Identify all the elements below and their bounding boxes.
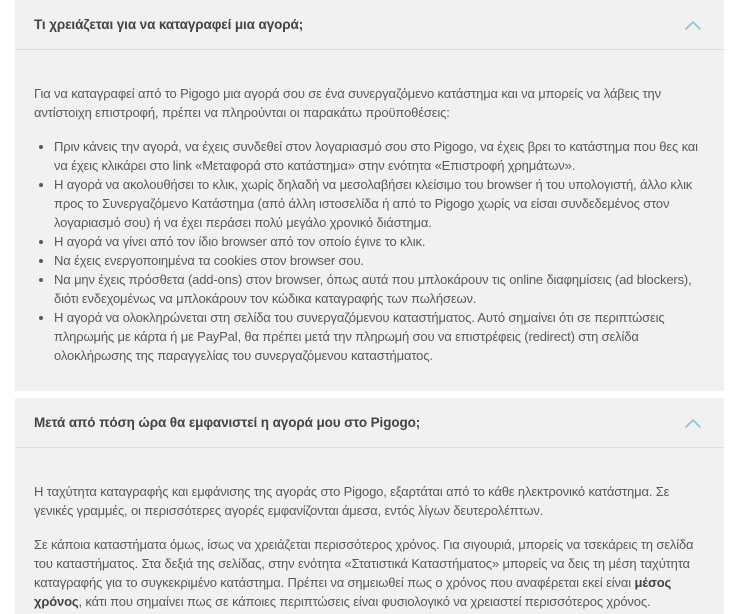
faq-header[interactable] — [15, 398, 724, 448]
list-item: • Να μην έχεις πρόσθετα (add-ons) στον browser, όπως αυτά που μπλοκάρουν τις online διαφημίσεις (ad blockers), διότι ενδεχομένως να μπλοκάρουν τον κώδικα καταγραφής των πωλήσεων. — [54, 270, 703, 308]
faq-answer — [15, 50, 724, 365]
emphasis-text: μέσος χρόνος — [34, 575, 672, 609]
list-item: • Πριν κάνεις την αγορά, να έχεις συνδεθεί στον λογαριασμό σου στο Pigogo, να έχεις βρει το κατάστημα που θες και να έχεις κλικάρει στο link «Μεταφορά στο κατάστημα» στην ενότητα «Επιστροφή χρημάτων». — [54, 137, 703, 175]
faq-question: Μετά από πόση ώρα θα εμφανιστεί η αγορά μου στο Pigogo; — [34, 415, 421, 430]
list-item: • Η αγορά να ολοκληρώνεται στη σελίδα του συνεργαζόμενου καταστήματος. Αυτό σημαίνει ότι σε περιπτώσεις πληρωμής με κάρτα ή με PayPal, θα πρέπει μετά την πληρωμή σου να επιστρέφεις (redirect) στη σελίδα ολοκλήρωσης της παραγγελίας του συνεργαζόμενου καταστήματος. — [54, 308, 703, 365]
list-item: • Η αγορά να ακολουθήσει το κλικ, χωρίς δηλαδή να μεσολαβήσει κλείσιμο του browser ή του υπολογιστή, άλλο κλικ προς το Συνεργαζόμενο Κατάστημα (από άλλη ιστοσελίδα ή από το Pigogo χωρίς να είσαι συνδεδεμένος στον λογαριασμό σου) ή να έχει περάσει πολύ μεγάλο χρονικό διάστημα. — [54, 175, 703, 232]
faq-question: Τι χρειάζεται για να καταγραφεί μια αγορά; — [34, 17, 304, 32]
answer-paragraph — [34, 535, 703, 611]
faq-item-recording-requirements — [15, 0, 724, 391]
paragraph-text: , κάτι που σημαίνει πως σε κάποιες περιπτώσεις είναι φυσιολογικό να χρειαστεί περισσότερος χρόνος. — [78, 594, 651, 609]
answer-paragraph: Η ταχύτητα καταγραφής και εμφάνισης της αγοράς στο Pigogo, εξαρτάται από το κάθε ηλεκτρονικό κατάστημα. Σε γενικές γραμμές, οι περισσότερες αγορές εμφανίζονται άμεσα, εντός λίγων δευτερολέπτων. — [34, 484, 670, 518]
answer-intro: Για να καταγραφεί από το Pigogo μια αγορά σου σε ένα συνεργαζόμενο κατάστημα και να μπορείς να λάβεις την αντίστοιχη επιστροφή, πρέπει να πληρούνται οι παρακάτω προϋποθέσεις: — [34, 86, 661, 120]
requirements-list — [34, 137, 703, 365]
faq-answer — [15, 448, 724, 611]
chevron-up-icon[interactable] — [684, 19, 702, 31]
list-item: • Να έχεις ενεργοποιημένα τα cookies στον browser σου. — [54, 251, 703, 270]
paragraph-text: Σε κάποια καταστήματα όμως, ίσως να χρειάζεται περισσότερος χρόνος. Για σιγουριά, μπορείς να τσεκάρεις τη σελίδα του καταστήματος. Στα δεξιά της σελίδας, στην ενότητα «Στατιστικά Καταστήματος» μπορείς να δεις τη μέση ταχύτητα καταγραφής για το συγκεκριμένο κατάστημα. Πρέπει να σημειωθεί πως ο χρόνος που αναφέρεται εκεί είναι — [34, 537, 694, 590]
list-item: • Η αγορά να γίνει από τον ίδιο browser από τον οποίο έγινε το κλικ. — [54, 232, 703, 251]
faq-header[interactable] — [15, 0, 724, 50]
faq-item-appearance-time — [15, 398, 724, 614]
chevron-up-icon[interactable] — [684, 417, 702, 429]
